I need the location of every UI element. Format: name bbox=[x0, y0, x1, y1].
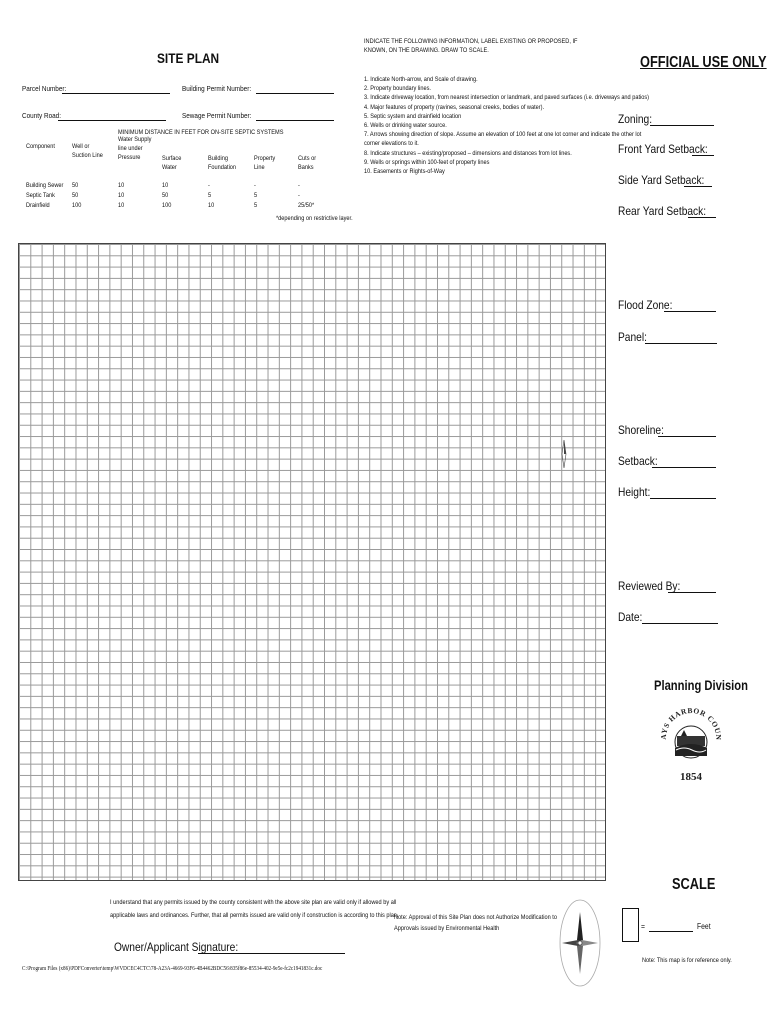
official-use-heading: OFFICIAL USE ONLY bbox=[640, 54, 767, 71]
table-footnote: *depending on restrictive layer. bbox=[276, 215, 353, 222]
instruction-item: 1. Indicate North-arrow, and Scale of drawing. bbox=[364, 76, 478, 83]
svg-text:GRAYS HARBOR COUNTY: AYS HARBOR COUN bbox=[658, 705, 724, 741]
front-setback-field[interactable] bbox=[692, 155, 714, 156]
svg-text:1854: 1854 bbox=[680, 771, 702, 783]
header-property: Property Line bbox=[254, 155, 276, 172]
rear-setback-label: Rear Yard Setback: bbox=[618, 204, 707, 218]
instruction-item: 10. Easements or Rights-of-Way bbox=[364, 168, 445, 176]
statement-line-2: applicable laws and ordinances. Further, that all permits issued are valid only if construction is according to this plan. bbox=[110, 912, 399, 919]
instruction-item: 3. Indicate driveway location, from nearest intersection or landmark, and paved surfaces (i.e. driveways and patios) bbox=[364, 94, 650, 102]
rear-setback-field[interactable] bbox=[688, 217, 716, 218]
panel-label: Panel: bbox=[618, 330, 647, 344]
date-field[interactable] bbox=[642, 623, 718, 624]
scale-heading: SCALE bbox=[672, 876, 716, 893]
statement-line-1: I understand that any permits issued by the county consistent with the above site plan are valid only if allowed by all bbox=[110, 899, 397, 906]
county-road-field[interactable] bbox=[58, 120, 166, 121]
reviewed-by-label: Reviewed By: bbox=[618, 579, 681, 593]
instruction-item: 8. Indicate structures – existing/proposed – dimensions and distances from lot lines. bbox=[364, 149, 572, 157]
instructions-heading: INDICATE THE FOLLOWING INFORMATION, LABEL EXISTING OR PROPOSED, IF KNOWN, ON THE DRAWING. DRAW TO SCALE. bbox=[364, 38, 578, 55]
panel-field[interactable] bbox=[645, 343, 717, 344]
instruction-item: 6. Wells or drinking water source. bbox=[364, 122, 447, 130]
reference-note: Note: This map is for reference only. bbox=[642, 957, 732, 964]
file-path: C:\Program Files (x86)\PDFConverter\temp\WVDCEC4CTC\78-A23A-4669-93F6-4B4462BDC56\835f86e-85534-402-9e5e-fc2c1941831c.doc bbox=[22, 966, 323, 972]
septic-table: Component Well or Suction Line Water Supply line under Pressure Surface Water Building Foundation Property Line Cuts or Banks Building Sewer 50 10 10 - - - Septic Tank 50 10 50 5 5 - Drainfield 100 10 100 10 5 25/50* *depending on restrictive layer. bbox=[26, 136, 353, 222]
approval-note-1: Note: Approval of this Site Plan does not Authorize Modification to bbox=[394, 914, 557, 921]
height-label: Height: bbox=[618, 485, 651, 499]
zoning-field[interactable] bbox=[650, 125, 714, 126]
height-field[interactable] bbox=[650, 498, 716, 499]
shoreline-field[interactable] bbox=[658, 436, 716, 437]
instruction-item: 9. Wells or springs within 100-feet of property lines bbox=[364, 158, 490, 166]
date-label: Date: bbox=[618, 610, 643, 624]
parcel-number-field[interactable] bbox=[62, 93, 170, 94]
setback-label: Setback: bbox=[618, 454, 658, 468]
instruction-item: 4. Major features of property (ravines, seasonal creeks, bodies of water). bbox=[364, 103, 545, 111]
county-road-label: County Road: bbox=[22, 111, 61, 120]
instruction-item: 7. Arrows showing direction of slope. Assume an elevation of 100 feet at one lot corner and indicate the other lot bbox=[364, 131, 642, 139]
compass-rose-icon bbox=[556, 898, 604, 993]
parcel-number-label: Parcel Number: bbox=[22, 84, 67, 93]
signature-label: Owner/Applicant Signature: bbox=[114, 940, 239, 954]
zoning-label: Zoning: bbox=[618, 112, 653, 126]
instruction-item: corner elevations to it. bbox=[364, 140, 419, 148]
building-permit-label: Building Permit Number: bbox=[182, 84, 252, 93]
header-building: Building Foundation bbox=[208, 155, 237, 172]
scale-box[interactable] bbox=[622, 908, 639, 942]
side-setback-label: Side Yard Setback: bbox=[618, 173, 705, 187]
sewage-permit-field[interactable] bbox=[256, 120, 334, 121]
setback-field[interactable] bbox=[652, 467, 716, 468]
header-water-supply: Water Supply line under Pressure bbox=[118, 136, 152, 162]
instruction-item: 5. Septic system and drainfield location bbox=[364, 112, 462, 120]
signature-field[interactable] bbox=[198, 953, 345, 954]
flood-zone-field[interactable] bbox=[664, 311, 716, 312]
county-seal-icon bbox=[658, 700, 724, 786]
instruction-item: 2. Property boundary lines. bbox=[364, 85, 431, 93]
header-component: Component bbox=[26, 143, 55, 150]
front-setback-label: Front Yard Setback: bbox=[618, 142, 708, 156]
header-surface-water: Surface Water bbox=[162, 155, 182, 172]
building-permit-field[interactable] bbox=[256, 93, 334, 94]
planning-division-heading: Planning Division bbox=[654, 677, 748, 693]
page-title: SITE PLAN bbox=[157, 50, 220, 66]
drawing-grid[interactable] bbox=[18, 243, 606, 881]
scale-feet-field[interactable] bbox=[649, 931, 693, 932]
flood-zone-label: Flood Zone: bbox=[618, 298, 673, 312]
approval-note-2: Approvals issued by Environmental Health bbox=[394, 925, 500, 932]
reviewed-by-field[interactable] bbox=[668, 592, 716, 593]
north-arrow-icon bbox=[559, 440, 569, 473]
side-setback-field[interactable] bbox=[684, 186, 712, 187]
scale-equals: = bbox=[641, 922, 645, 931]
septic-table-caption: MINIMUM DISTANCE IN FEET FOR ON-SITE SEPTIC SYSTEMS bbox=[118, 129, 284, 136]
shoreline-label: Shoreline: bbox=[618, 423, 664, 437]
scale-unit: Feet bbox=[697, 922, 711, 931]
sewage-permit-label: Sewage Permit Number: bbox=[182, 111, 252, 120]
header-well: Well or Suction Line bbox=[72, 143, 103, 160]
header-cuts: Cuts or Banks bbox=[298, 155, 317, 172]
